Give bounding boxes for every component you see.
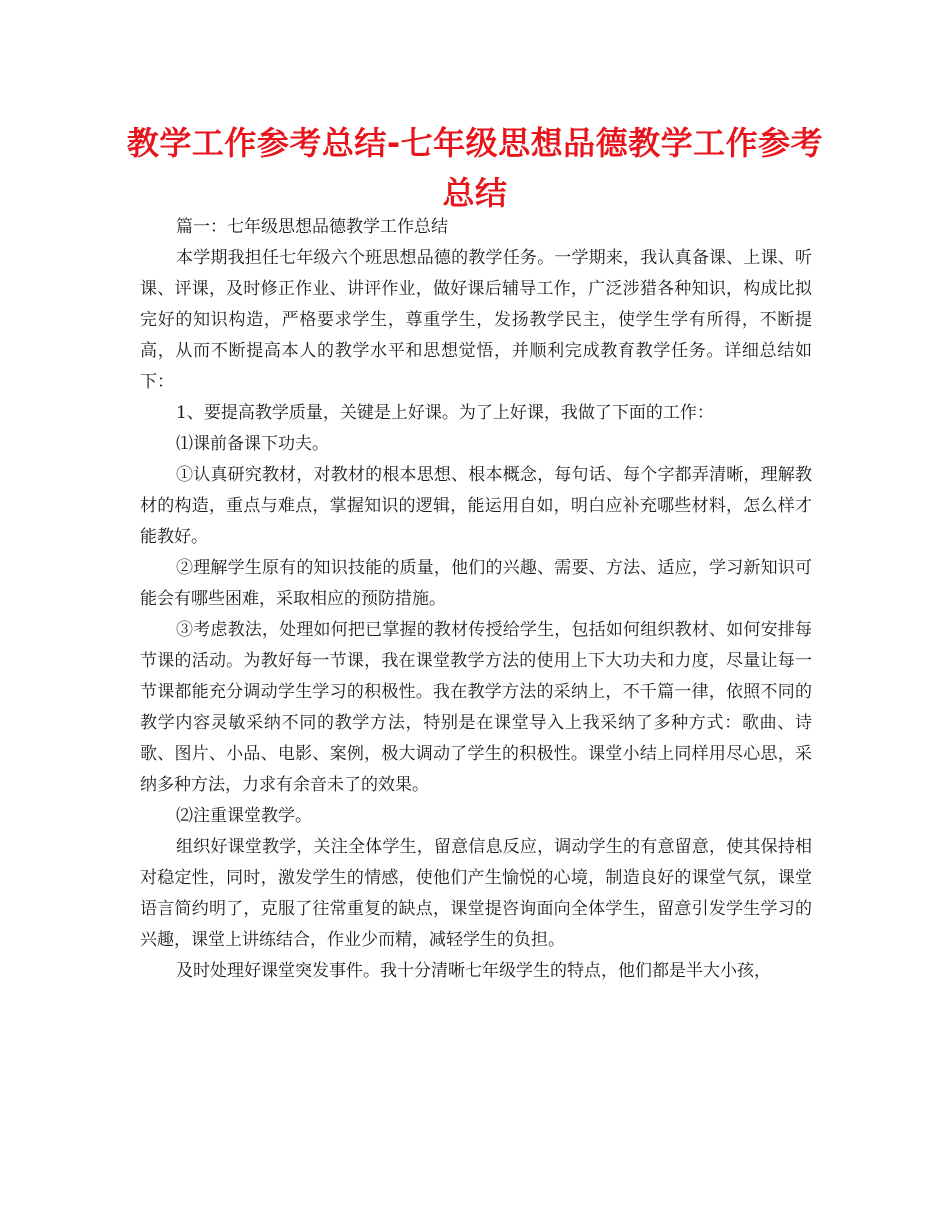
paragraph: ⑴课前备课下功夫。	[176, 434, 329, 454]
document-title: 教学工作参考总结-七年级思想品德教学工作参考总结	[126, 124, 824, 212]
paragraph: 本学期我担任七年级六个班思想品德的教学任务。一学期来，我认真备课、上课、听课、评课，及时修正作业、讲评作业，做好课后辅导工作，广泛涉猎各种知识，构成比拟完好的知识构造，严格要求学生，尊重学生，发扬教学民主，使学生学有所得，不断提高，从而不断提高本人的教学水平和思想觉悟，并顺利完成教育教学任务。详细总结如下：	[140, 248, 812, 392]
paragraph: 1、要提高教学质量，关键是上好课。为了上好课，我做了下面的工作：	[176, 403, 714, 423]
paragraph: ①认真研究教材，对教材的根本思想、根本概念，每句话、每个字都弄清晰，理解教材的构造，重点与难点，掌握知识的逻辑，能运用自如，明白应补充哪些材料，怎么样才能教好。	[140, 465, 812, 547]
paragraph: 组织好课堂教学，关注全体学生，留意信息反应，调动学生的有意留意，使其保持相对稳定性，同时，激发学生的情感，使他们产生愉悦的心境，制造良好的课堂气氛，课堂语言简约明了，克服了往常重复的缺点，课堂提咨询面向全体学生，留意引发学生学习的兴趣，课堂上讲练结合，作业少而精，减轻学生的负担。	[140, 837, 812, 950]
paragraph: ⑵注重课堂教学。	[176, 806, 312, 826]
paragraph: 篇一：七年级思想品德教学工作总结	[176, 217, 448, 237]
document-body	[140, 212, 812, 987]
paragraph: ③考虑教法，处理如何把已掌握的教材传授给学生，包括如何组织教材、如何安排每节课的活动。为教好每一节课，我在课堂教学方法的使用上下大功夫和力度，尽量让每一节课都能充分调动学生学习的积极性。我在教学方法的采纳上，不千篇一律，依照不同的教学内容灵敏采纳不同的教学方法，特别是在课堂导入上我采纳了多种方式：歌曲、诗歌、图片、小品、电影、案例，极大调动了学生的积极性。课堂小结上同样用尽心思，采纳多种方法，力求有余音未了的效果。	[140, 620, 812, 795]
paragraph: ②理解学生原有的知识技能的质量，他们的兴趣、需要、方法、适应，学习新知识可能会有哪些困难，采取相应的预防措施。	[140, 558, 812, 609]
paragraph: 及时处理好课堂突发事件。我十分清晰七年级学生的特点，他们都是半大小孩，	[176, 961, 771, 981]
